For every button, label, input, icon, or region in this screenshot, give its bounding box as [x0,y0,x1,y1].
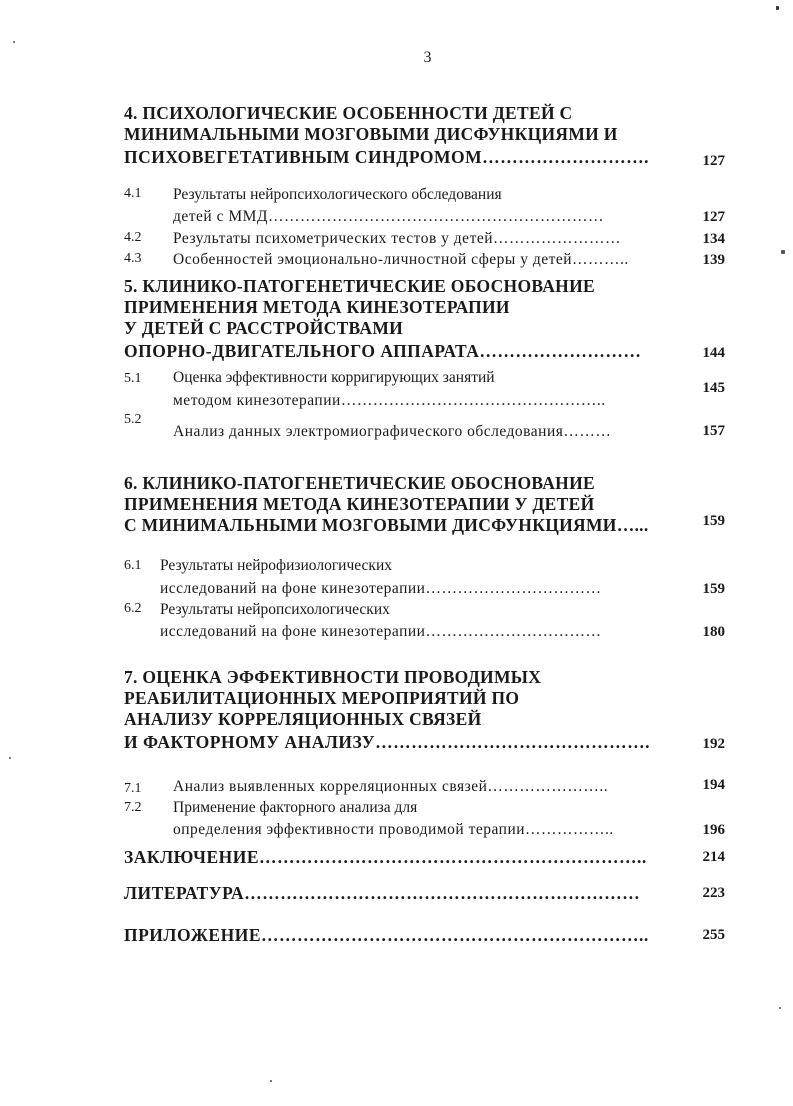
section-page-number: 180 [702,624,725,640]
section-page-number: 134 [702,231,725,247]
literature-title: ЛИТЕРАТУРА………………………………………………………… [124,883,641,903]
chapter-title-line: 4. ПСИХОЛОГИЧЕСКИЕ ОСОБЕННОСТИ ДЕТЕЙ С [124,103,573,123]
section-number: 4.1 [124,186,142,201]
section-title-line: методом кинезотерапии………………………………………….. [173,392,606,409]
section-number: 4.3 [124,251,142,266]
chapter-title-line: У ДЕТЕЙ С РАССТРОЙСТВАМИ [124,318,404,338]
scan-speck [779,1007,781,1009]
section-number: 4.2 [124,230,142,245]
scan-speck [9,757,11,759]
scan-speck [13,41,15,43]
chapter-title-line: И ФАКТОРНОМУ АНАЛИЗУ………………………………………. [124,732,651,752]
section-page-number: 145 [702,380,725,396]
chapter-title-line: ПРИМЕНЕНИЯ МЕТОДА КИНЕЗОТЕРАПИИ У ДЕТЕЙ [124,494,595,514]
chapter-title-line: ПРИМЕНЕНИЯ МЕТОДА КИНЕЗОТЕРАПИИ [124,297,510,317]
section-title-line: Результаты нейропсихологических [160,601,390,618]
section-page-number: 159 [702,581,725,597]
conclusion-page-number: 214 [702,849,725,865]
section-number: 5.1 [124,371,142,386]
scan-speck [270,1080,272,1082]
scan-speck [776,6,779,10]
section-page-number: 157 [702,423,725,439]
chapter-title-line: РЕАБИЛИТАЦИОННЫХ МЕРОПРИЯТИЙ ПО [124,688,520,708]
section-page-number: 194 [702,777,725,793]
chapter-title-line: 5. КЛИНИКО-ПАТОГЕНЕТИЧЕСКИЕ ОБОСНОВАНИЕ [124,276,595,296]
chapter-title-line: С МИНИМАЛЬНЫМИ МОЗГОВЫМИ ДИСФУНКЦИЯМИ…... [124,515,649,535]
section-title-line: Результаты нейрофизиологических [160,557,392,574]
chapter-title-line: 6. КЛИНИКО-ПАТОГЕНЕТИЧЕСКИЕ ОБОСНОВАНИЕ [124,473,595,493]
scan-speck [781,250,785,254]
section-page-number: 139 [702,252,725,268]
appendix-title: ПРИЛОЖЕНИЕ……………………………………………………….. [124,925,649,945]
page-number: 3 [423,49,432,66]
chapter-page-number: 144 [702,345,725,361]
section-title-line: детей с ММД……………………………………………………… [173,208,604,225]
chapter-page-number: 192 [702,736,725,752]
section-title-line: определения эффективности проводимой терапии…………….. [173,821,614,838]
conclusion-title: ЗАКЛЮЧЕНИЕ……………………………………………………….. [124,847,647,867]
appendix-page-number: 255 [702,927,725,943]
chapter-title-line: МИНИМАЛЬНЫМИ МОЗГОВЫМИ ДИСФУНКЦИЯМИ И [124,124,618,144]
chapter-title-line: ПСИХОВЕГЕТАТИВНЫМ СИНДРОМОМ………………………. [124,147,650,167]
chapter-page-number: 127 [702,153,725,169]
section-number: 5.2 [124,412,142,427]
literature-page-number: 223 [702,885,725,901]
section-title-line: исследований на фоне кинезотерапии…………………………… [160,580,602,597]
section-title-line: Применение факторного анализа для [173,799,418,816]
chapter-page-number: 159 [702,513,725,529]
section-title-line: Особенностей эмоционально-личностной сферы у детей……….. [173,251,629,268]
section-title-line: Анализ выявленных корреляционных связей………………….. [173,778,609,795]
section-title-line: Оценка эффективности корригирующих занятий [173,369,495,386]
section-number: 6.2 [124,601,142,616]
section-number: 7.1 [124,781,142,796]
section-page-number: 196 [702,822,725,838]
section-title-line: исследований на фоне кинезотерапии…………………………… [160,623,602,640]
section-number: 6.1 [124,558,142,573]
section-title-line: Анализ данных электромиографического обследования……… [173,423,612,440]
chapter-title-line: 7. ОЦЕНКА ЭФФЕКТИВНОСТИ ПРОВОДИМЫХ [124,667,542,687]
section-title-line: Результаты нейропсихологического обследования [173,186,502,203]
section-number: 7.2 [124,800,142,815]
section-page-number: 127 [702,209,725,225]
chapter-title-line: АНАЛИЗУ КОРРЕЛЯЦИОННЫХ СВЯЗЕЙ [124,709,482,729]
section-title-line: Результаты психометрических тестов у детей…………………… [173,230,622,247]
chapter-title-line: ОПОРНО-ДВИГАТЕЛЬНОГО АППАРАТА……………………… [124,341,642,361]
